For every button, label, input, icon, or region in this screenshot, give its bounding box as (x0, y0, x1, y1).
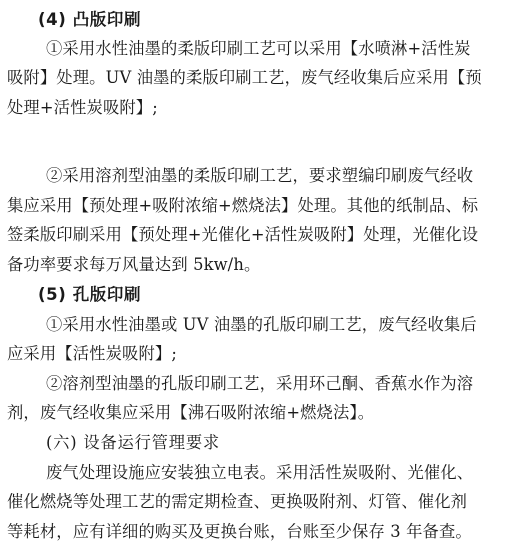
section-6-heading: (六) 设备运行管理要求 (46, 433, 221, 452)
paragraph-line: 废气处理设施应安装独立电表。采用活性炭吸附、光催化、 (46, 463, 474, 482)
paragraph-line: 催化燃烧等处理工艺的需定期检查、更换吸附剂、灯管、催化剂 (7, 492, 468, 511)
paragraph-line: ①采用水性油墨的柔版印刷工艺可以采用【水喷淋+活性炭 (46, 39, 471, 58)
paragraph-line: 处理+活性炭吸附】; (7, 98, 158, 117)
section-5-heading: (5) 孔版印刷 (38, 285, 142, 304)
paragraph-line: ①采用水性油墨或 UV 油墨的孔版印刷工艺，废气经收集后 (46, 315, 477, 334)
paragraph-line: 集应采用【预处理+吸附浓缩+燃烧法】处理。其他的纸制品、标 (7, 196, 479, 215)
paragraph-line: 吸附】处理。UV 油墨的柔版印刷工艺，废气经收集后应采用【预 (7, 68, 482, 87)
paragraph-line: 应采用【活性炭吸附】; (7, 344, 177, 363)
paragraph-line: 等耗材，应有详细的购买及更换台账，台账至少保存 3 年备查。 (7, 522, 472, 541)
paragraph-line: 签柔版印刷采用【预处理+光催化+活性炭吸附】处理，光催化设 (7, 225, 479, 244)
paragraph-line: ②采用溶剂型油墨的柔版印刷工艺，要求塑编印刷废气经收 (46, 166, 474, 185)
section-4-heading: (4) 凸版印刷 (38, 10, 142, 29)
paragraph-line: 备功率要求每万风量达到 5kw/h。 (7, 255, 261, 274)
paragraph-line: ②溶剂型油墨的孔版印刷工艺，采用环己酮、香蕉水作为溶 (46, 374, 474, 393)
paragraph-line: 剂，废气经收集应采用【沸石吸附浓缩+燃烧法】。 (7, 403, 375, 422)
